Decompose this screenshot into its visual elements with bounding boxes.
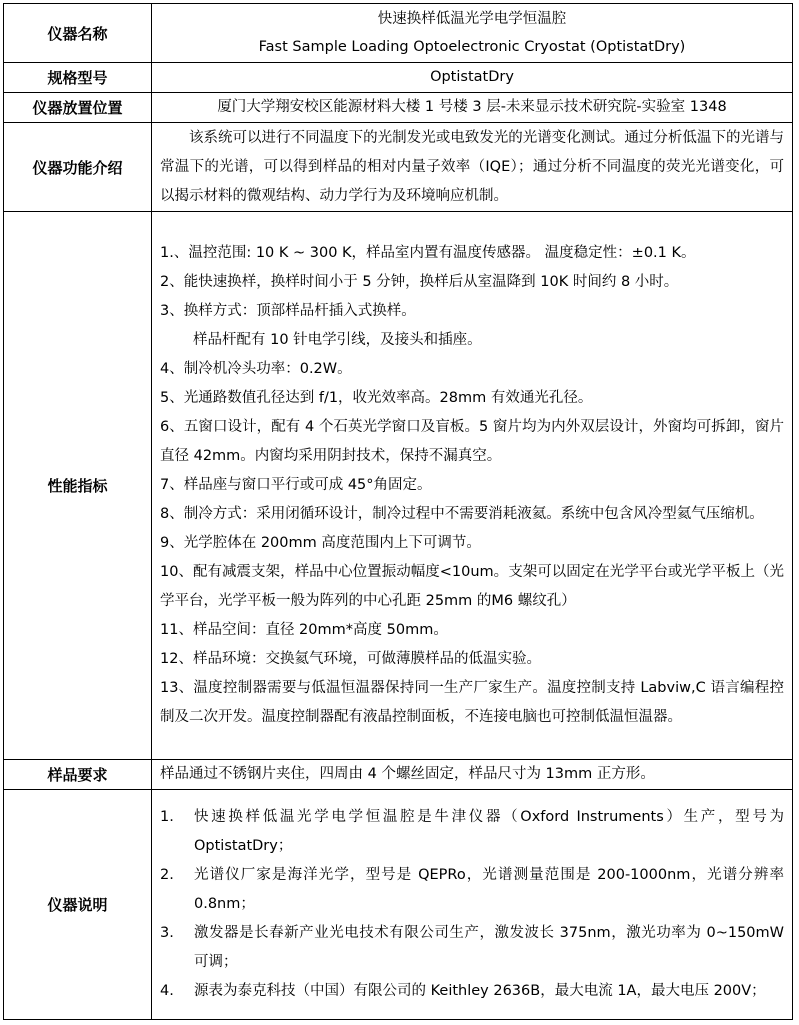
row-sample-requirement [4,760,793,790]
performance-item: 5、光通路数值孔径达到 f/1，收光效率高。28mm 有效通光孔径。 [160,390,593,406]
note-item [152,977,784,1006]
note-number: 3. [160,925,174,941]
note-item [152,803,784,861]
value-notes [152,790,793,1020]
note-item [152,861,784,919]
label-function: 仪器功能介绍 [4,123,152,212]
value-performance [152,212,793,760]
performance-item: 6、五窗口设计，配有 4 个石英光学窗口及盲板。5 窗片均为内外双层设计，外窗均可拆卸，窗片直径 42mm。内窗均采用阴封技术，保持不漏真空。 [160,419,784,464]
row-instrument-name [4,4,793,63]
notes-list [152,801,792,1008]
performance-item: 1.、温控范围: 10 K ~ 300 K，样品室内置有温度传感器。 温度稳定性：±0.1 K。 [160,245,696,261]
performance-item: 3、换样方式：顶部样品杆插入式换样。 [160,303,416,319]
note-number: 1. [160,809,174,825]
note-text: 光谱仪厂家是海洋光学，型号是 QEPRo，光谱测量范围是 200-1000nm，光谱分辨率 0.8nm； [194,867,784,912]
label-model: 规格型号 [4,63,152,93]
note-number: 2. [160,867,174,883]
performance-item: 13、温度控制器需要与低温恒温器保持同一生产厂家生产。温度控制支持 Labviw,C 语言编程控制及二次开发。温度控制器配有液晶控制面板，不连接电脑也可控制低温恒温器。 [160,680,784,725]
note-item [152,919,784,977]
instrument-name-cn: 快速换样低温光学电学恒温腔 [377,11,567,27]
label-instrument-name: 仪器名称 [4,4,152,63]
performance-item: 9、光学腔体在 200mm 高度范围内上下可调节。 [160,535,481,551]
row-function [4,123,793,212]
performance-item: 10、配有减震支架，样品中心位置振动幅度<10um。支架可以固定在光学平台或光学平板上（光学平台，光学平板一般为阵列的中心孔距 25mm 的M6 螺纹孔） [160,564,784,609]
performance-item: 8、制冷方式：采用闭循环设计，制冷过程中不需要消耗液氦。系统中包含风冷型氦气压缩机。 [160,506,764,522]
performance-item: 11、样品空间：直径 20mm*高度 50mm。 [160,622,448,638]
performance-item: 4、制冷机冷头功率：0.2W。 [160,361,352,377]
value-sample-requirement: 样品通过不锈钢片夹住，四周由 4 个螺丝固定，样品尺寸为 13mm 正方形。 [152,760,793,790]
performance-item: 7、样品座与窗口平行或可成 45°角固定。 [160,477,432,493]
row-performance [4,212,793,760]
note-text: 源表为泰克科技（中国）有限公司的 Keithley 2636B，最大电流 1A，最大电压 200V； [194,983,766,999]
label-notes: 仪器说明 [4,790,152,1020]
value-model: OptistatDry [152,63,793,93]
note-number: 4. [160,983,174,999]
value-function: 该系统可以进行不同温度下的光制发光或电致发光的光谱变化测试。通过分析低温下的光谱与常温下的光谱，可以得到样品的相对内量子效率（IQE）；通过分析不同温度的荧光光谱变化，可以揭示材料的微观结构、动力学行为及环境响应机制。 [152,123,793,212]
value-location: 厦门大学翔安校区能源材料大楼 1 号楼 3 层-未来显示技术研究院-实验室 1348 [152,93,793,123]
label-performance: 性能指标 [4,212,152,760]
row-model [4,63,793,93]
note-text: 激发器是长春新产业光电技术有限公司生产，激发波长 375nm，激光功率为 0~150mW 可调； [194,925,784,970]
instrument-name-en: Fast Sample Loading Optoelectronic Cryostat (OptistatDry) [258,39,686,55]
performance-item: 2、能快速换样，换样时间小于 5 分钟，换样后从室温降到 10K 时间约 8 小时。 [160,274,679,290]
row-notes [4,790,793,1020]
note-text: 快速换样低温光学电学恒温腔是牛津仪器（Oxford Instruments）生产，型号为 OptistatDry； [194,809,784,854]
label-location: 仪器放置位置 [4,93,152,123]
performance-item: 样品杆配有 10 针电学引线，及接头和插座。 [193,332,482,348]
label-sample-requirement: 样品要求 [4,760,152,790]
row-location [4,93,793,123]
instrument-spec-table [3,3,793,1020]
performance-item: 12、样品环境：交换氦气环境，可做薄膜样品的低温实验。 [160,651,541,667]
value-instrument-name [152,4,793,63]
